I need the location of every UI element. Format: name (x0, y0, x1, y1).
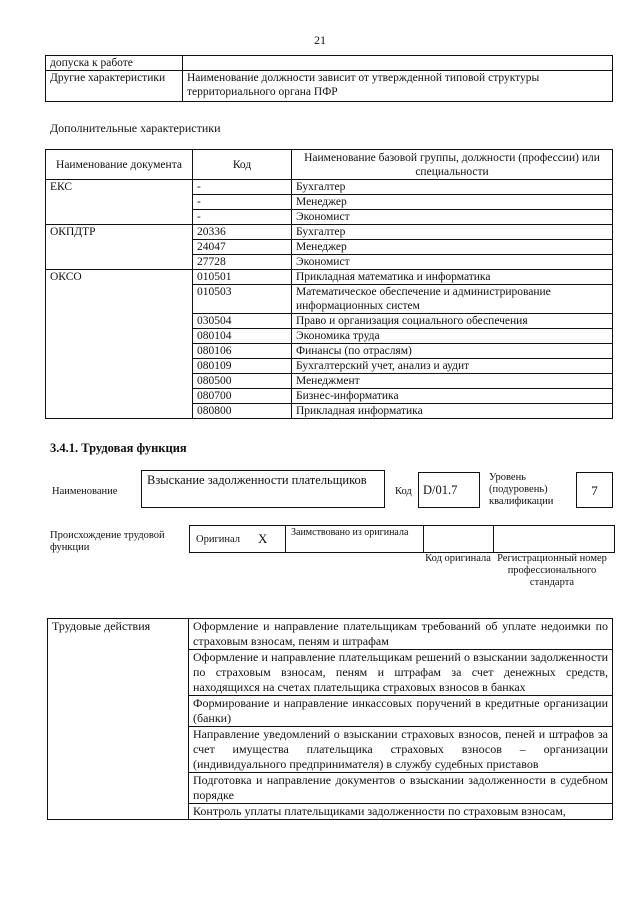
code-cell: 20336 (193, 225, 292, 240)
code-cell: 030504 (193, 314, 292, 329)
code-cell: 27728 (193, 255, 292, 270)
action-item: Оформление и направление плательщикам решений о взыскании задолженности по страховым взносам, пеням и штрафам за счет денежных средств, находящихся на счетах плательщика страховых взносов в банках (189, 650, 613, 696)
divider (423, 526, 424, 552)
doc-cell (46, 404, 193, 419)
original-label: Оригинал (196, 534, 240, 545)
code-cell: - (193, 195, 292, 210)
code-orig-label: Код оригинала (425, 553, 491, 564)
action-item: Подготовка и направление документов о взыскании задолженности в судебном порядке (189, 773, 613, 804)
code-cell: 080106 (193, 344, 292, 359)
code-cell: 010501 (193, 270, 292, 285)
row-value: Наименование должности зависит от утвержденной типовой структуры территориального органа ПФР (183, 71, 613, 102)
specialty-cell: Прикладная информатика (292, 404, 613, 419)
action-item: Формирование и направление инкассовых поручений в кредитные организации (банки) (189, 696, 613, 727)
specialty-cell: Бизнес-информатика (292, 389, 613, 404)
specialty-cell: Экономика труда (292, 329, 613, 344)
specialty-cell: Экономист (292, 210, 613, 225)
extra-title: Дополнительные характеристики (50, 121, 221, 135)
doc-cell (46, 374, 193, 389)
actions-table (47, 618, 613, 820)
doc-cell (46, 210, 193, 225)
top-table (45, 55, 613, 102)
code-cell: 24047 (193, 240, 292, 255)
divider (285, 526, 286, 552)
action-item: Контроль уплаты плательщиками задолженности по страховым взносам, (189, 804, 613, 820)
reg-label: Регистрационный номер профессионального стандарта (497, 553, 607, 588)
specialty-cell: Бухгалтер (292, 180, 613, 195)
function-name: Взыскание задолженности плательщиков (141, 470, 385, 508)
level-label: Уровень (подуровень) квалификации (489, 472, 554, 507)
divider (493, 526, 494, 552)
doc-cell (46, 329, 193, 344)
action-item: Оформление и направление плательщикам требований об уплате недоимки по страховым взносам, пеням и штрафам (189, 619, 613, 650)
doc-cell (46, 195, 193, 210)
code-cell: 080800 (193, 404, 292, 419)
specialty-cell: Экономист (292, 255, 613, 270)
section-title: 3.4.1. Трудовая функция (50, 441, 187, 455)
doc-cell (46, 344, 193, 359)
doc-cell (46, 255, 193, 270)
code-cell: - (193, 210, 292, 225)
doc-cell (46, 389, 193, 404)
col-header: Наименование документа (46, 150, 193, 180)
function-code: D/01.7 (418, 472, 480, 508)
origin-label: Происхождение трудовой функции (50, 530, 165, 553)
extra-table (45, 149, 613, 419)
action-item: Направление уведомлений о взыскании страховых взносов, пеней и штрафов за счет имущества плательщика страховых взносов – организации (индивидуального предпринимателя) в службу судебных приставов (189, 727, 613, 773)
code-cell: - (193, 180, 292, 195)
row-label: допуска к работе (46, 56, 183, 71)
original-mark: X (258, 531, 268, 546)
doc-cell (46, 285, 193, 314)
doc-cell: ЕКС (46, 180, 193, 195)
specialty-cell: Бухгалтерский учет, анализ и аудит (292, 359, 613, 374)
borrowed-label: Заимствовано из оригинала (291, 527, 409, 538)
name-label: Наименование (52, 486, 118, 497)
specialty-cell: Менеджер (292, 195, 613, 210)
code-cell: 010503 (193, 285, 292, 314)
doc-cell (46, 240, 193, 255)
row-label: Другие характеристики (46, 71, 183, 102)
origin-box (189, 525, 615, 553)
specialty-cell: Финансы (по отраслям) (292, 344, 613, 359)
specialty-cell: Бухгалтер (292, 225, 613, 240)
actions-label: Трудовые действия (48, 619, 189, 820)
doc-cell (46, 359, 193, 374)
doc-cell: ОКПДТР (46, 225, 193, 240)
code-cell: 080500 (193, 374, 292, 389)
doc-cell: ОКСО (46, 270, 193, 285)
code-cell: 080700 (193, 389, 292, 404)
code-cell: 080104 (193, 329, 292, 344)
specialty-cell: Математическое обеспечение и администрирование информационных систем (292, 285, 613, 314)
col-header: Наименование базовой группы, должности (профессии) или специальности (292, 150, 613, 180)
col-header: Код (193, 150, 292, 180)
specialty-cell: Прикладная математика и информатика (292, 270, 613, 285)
page-number: 21 (314, 33, 326, 47)
code-label: Код (395, 486, 412, 497)
doc-cell (46, 314, 193, 329)
level-value: 7 (576, 472, 613, 508)
row-value (183, 56, 613, 71)
specialty-cell: Менеджер (292, 240, 613, 255)
specialty-cell: Менеджмент (292, 374, 613, 389)
code-cell: 080109 (193, 359, 292, 374)
specialty-cell: Право и организация социального обеспечения (292, 314, 613, 329)
